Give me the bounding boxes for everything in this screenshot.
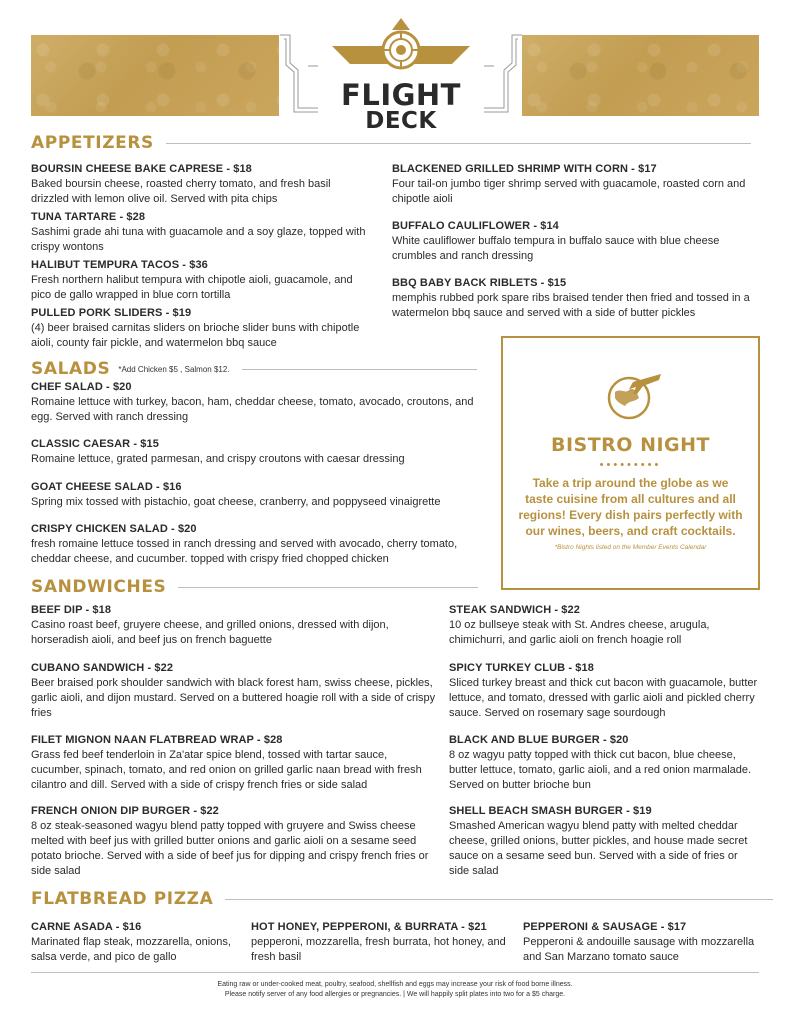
bistro-dots-divider: ••••••••• [599,459,662,471]
bistro-description: Take a trip around the globe as we taste cuisine from all cultures and all regions! Every dish pairs perfectly with our wines, beers, and craft cocktails. [518,476,743,538]
menu-item: CLASSIC CAESAR - $15 Romaine lettuce, grated parmesan, and crispy croutons with caesar dressing [31,438,405,465]
menu-item: FILET MIGNON NAAN FLATBREAD WRAP - $28 Grass fed beef tenderloin in Za'atar spice blend, tossed with tartar sauce, cucumber, spinach, tomato, and red onion on grilled garlic naan bread with fresh cilantro and dill. Served with a side of crispy french fries or side salad [31,734,422,791]
footer-disclaimer [31,980,759,1000]
menu-item: BUFFALO CAULIFLOWER - $14 White cauliflower buffalo tempura in buffalo sauce with blue cheese crumbles and ranch dressing [392,220,720,262]
appetizers-heading-row [31,133,751,153]
bistro-title: BISTRO NIGHT [550,434,711,456]
menu-item: HOT HONEY, PEPPERONI, & BURRATA - $21 pepperoni, mozzarella, fresh burrata, hot honey, and fresh basil [251,921,506,963]
flatbread-heading: FLATBREAD PIZZA [31,889,214,909]
logo-title-flight: FLIGHT [341,78,461,112]
sandwiches-heading: SANDWICHES [31,577,167,597]
menu-item: GOAT CHEESE SALAD - $16 Spring mix tossed with pistachio, goat cheese, cranberry, and poppyseed vinaigrette [31,481,441,508]
header-banner-left [31,35,279,116]
menu-item: BLACK AND BLUE BURGER - $20 8 oz wagyu patty topped with thick cut bacon, blue cheese, butter lettuce, tomato, garlic aioli, and a red onion marmalade. Served on butter brioche bun [449,734,752,791]
salads-heading-row [31,359,477,379]
menu-item: HALIBUT TEMPURA TACOS - $36 Fresh northern halibut tempura with chipotle aioli, guacamole, and pico de gallo wrapped in blue corn tortilla [31,259,353,301]
menu-item: CUBANO SANDWICH - $22 Beer braised pork shoulder sandwich with black forest ham, swiss cheese, pickles, garlic aioli, and dijon mustard. Served on a buttered hoagie roll with a side of crispy fries [31,662,436,719]
globe-airplane-icon [603,368,663,424]
menu-item: BEEF DIP - $18 Casino roast beef, gruyere cheese, and grilled onions, dressed with dijon, horseradish aioli, and beef jus on french baguette [31,604,389,646]
appetizers-rule [166,143,751,144]
menu-item: TUNA TARTARE - $28 Sashimi grade ahi tuna with guacamole and a soy glaze, topped with crispy wontons [31,211,366,253]
menu-item: BLACKENED GRILLED SHRIMP WITH CORN - $17 Four tail-on jumbo tiger shrimp served with guacamole, roasted corn and chipotle aioli [392,163,746,205]
flatbread-heading-row [31,889,773,909]
menu-item: PEPPERONI & SAUSAGE - $17 Pepperoni & andouille sausage with mozzarella and San Marzano tomato sauce [523,921,755,963]
menu-item: CHEF SALAD - $20 Romaine lettuce with turkey, bacon, ham, cheddar cheese, tomato, avocado, croutons, and egg. Served with ranch dressing [31,381,474,423]
menu-item: PULLED PORK SLIDERS - $19 (4) beer braised carnitas sliders on brioche slider buns with chipotle aioli, county fair pickle, and watermelon bbq sauce [31,307,360,349]
menu-item: CRISPY CHICKEN SALAD - $20 fresh romaine lettuce tossed in ranch dressing and served with avocado, cherry tomato, cheddar cheese, and cucumber. topped with crispy fried chopped chicken [31,523,458,565]
menu-item: BBQ BABY BACK RIBLETS - $15 memphis rubbed pork spare ribs braised tender then fried and tossed in a watermelon bbq sauce and served with a side of butter pickles [392,277,750,319]
salads-heading: SALADS [31,359,111,379]
menu-item: BOURSIN CHEESE BAKE CAPRESE - $18 Baked boursin cheese, roasted cherry tomato, and fresh basil drizzled with lemon olive oil. Served with pita chips [31,163,331,205]
sandwiches-rule [178,587,478,588]
bistro-night-box [501,336,760,590]
menu-item: FRENCH ONION DIP BURGER - $22 8 oz steak-seasoned wagyu blend patty topped with gruyere and Swiss cheese melted with beef jus with grilled butter onions and garlic aioli on a sesame seed potato brioche. Served with a side of beef jus for dipping and crispy french fries or side salad [31,805,429,877]
sandwiches-heading-row [31,577,478,597]
appetizers-heading: APPETIZERS [31,133,154,153]
footer-line-1: Eating raw or under-cooked meat, poultry, seafood, shellfish and eggs may increase your risk of food borne illness. [217,981,573,988]
menu-item: SPICY TURKEY CLUB - $18 Sliced turkey breast and thick cut bacon with guacamole, butter lettuce, and tomato, dressed with garlic aioli and pickled cherry sauce. Served on rosemary sage sourdough [449,662,758,719]
menu-item: SHELL BEACH SMASH BURGER - $19 Smashed American wagyu blend patty with melted cheddar cheese, grilled onions, butter pickles, and house made secret sauce on a sesame seed bun. Served with a side of fries or side salad [449,805,748,877]
flatbread-rule [225,899,773,900]
logo-title-deck: DECK [365,108,437,134]
salads-addon-note: *Add Chicken $5 , Salmon $12. [118,364,230,374]
footer-line-2: Please notify server of any food allergies or pregnancies. | We will happily split plates into two for a $5 charge. [224,991,566,998]
menu-item: STEAK SANDWICH - $22 10 oz bullseye steak with St. Andres cheese, arugula, chimichurri, and garlic aioli on french hoagie roll [449,604,710,646]
bistro-fine-print: *Bistro Nights listed on the Member Events Calendar [554,544,707,551]
salads-rule [242,369,477,370]
flight-deck-logo [280,18,522,136]
footer-rule [31,972,759,973]
header-banner-right [522,35,759,116]
menu-item: CARNE ASADA - $16 Marinated flap steak, mozzarella, onions, salsa verde, and pico de gallo [31,921,231,963]
